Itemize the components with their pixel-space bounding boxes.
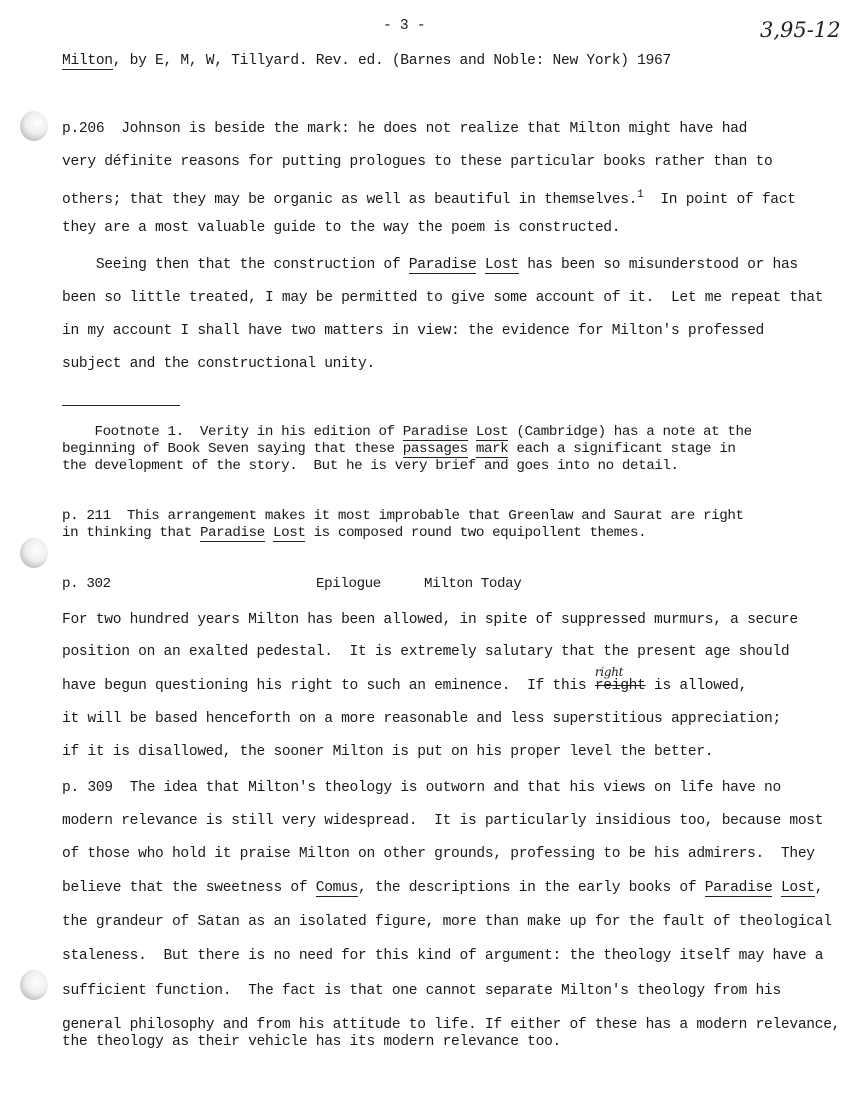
text-line: p. 211 This arrangement makes it most improbable that Greenlaw and Saurat are right bbox=[62, 508, 744, 524]
text-line bbox=[62, 524, 646, 542]
title-ref: Lost bbox=[272, 525, 306, 541]
footnote-line bbox=[62, 423, 752, 441]
text: others; that they may be organic as well as beautiful in themselves. bbox=[62, 191, 638, 208]
text-line: sufficient function. The fact is that one cannot separate Milton's theology from his bbox=[62, 983, 781, 999]
underlined-word: passages bbox=[402, 441, 468, 457]
text: Footnote 1. Verity in his edition of bbox=[62, 424, 403, 440]
deleted-text: reight bbox=[594, 678, 646, 694]
text-line: they are a most valuable guide to the way the poem is constructed. bbox=[62, 220, 621, 236]
text-line: very définite reasons for putting prologues to these particular books rather than to bbox=[62, 154, 773, 170]
text-line bbox=[62, 186, 796, 209]
title-ref: Paradise bbox=[408, 257, 477, 273]
citation-text: , by E, M, W, Tillyard. Rev. ed. (Barnes and Noble: New York) 1967 bbox=[112, 53, 671, 69]
text: , bbox=[814, 880, 824, 896]
space bbox=[468, 424, 476, 440]
title-ref: Paradise bbox=[704, 880, 773, 896]
text-line: subject and the constructional unity. bbox=[62, 356, 375, 372]
title-ref: Paradise bbox=[402, 424, 468, 440]
text-line: of those who hold it praise Milton on other grounds, professing to be his admirers. They bbox=[62, 846, 815, 862]
text: In point of fact bbox=[643, 191, 796, 208]
text: , the descriptions in the early books of bbox=[358, 880, 705, 896]
text: has been so misunderstood or has bbox=[518, 257, 798, 273]
text: Seeing then that the construction of bbox=[62, 257, 409, 273]
text-line: modern relevance is still very widespread. It is particularly insidious too, because most bbox=[62, 813, 824, 829]
footnote-line bbox=[62, 440, 736, 458]
punch-hole bbox=[20, 111, 48, 141]
text-line: the theology as their vehicle has its modern relevance too. bbox=[62, 1034, 562, 1050]
citation-line bbox=[62, 52, 671, 70]
text-line: p.206 Johnson is beside the mark: he does not realize that Milton might have had bbox=[62, 121, 748, 137]
page-number: - 3 - bbox=[383, 18, 426, 34]
text-line: general philosophy and from his attitude to life. If either of these has a modern relevance, bbox=[62, 1017, 841, 1033]
footnote-rule bbox=[62, 405, 180, 406]
text: believe that the sweetness of bbox=[62, 880, 316, 896]
text-line: For two hundred years Milton has been allowed, in spite of suppressed murmurs, a secure bbox=[62, 612, 798, 628]
space bbox=[468, 441, 476, 457]
text-line: in my account I shall have two matters in view: the evidence for Milton's professed bbox=[62, 323, 764, 339]
text-line: position on an exalted pedestal. It is extremely salutary that the present age should bbox=[62, 644, 790, 660]
text-line: staleness. But there is no need for this kind of argument: the theology itself may have a bbox=[62, 948, 824, 964]
text-line: been so little treated, I may be permitted to give some account of it. Let me repeat that bbox=[62, 290, 824, 306]
text-line: if it is disallowed, the sooner Milton is put on his proper level the better. bbox=[62, 744, 714, 760]
text: have begun questioning his right to such an eminence. If this bbox=[62, 678, 595, 694]
space bbox=[476, 257, 484, 273]
section-heading: Epilogue bbox=[316, 576, 381, 592]
text: is composed round two equipollent themes. bbox=[305, 525, 647, 541]
space bbox=[772, 880, 780, 896]
space bbox=[265, 525, 273, 541]
text-line bbox=[62, 879, 823, 897]
title-ref: Lost bbox=[475, 424, 509, 440]
title-ref: Comus bbox=[315, 880, 359, 896]
title-ref: Lost bbox=[484, 257, 519, 273]
text: each a significant stage in bbox=[508, 441, 736, 457]
text: beginning of Book Seven saying that these bbox=[62, 441, 403, 457]
text-line bbox=[62, 665, 748, 695]
punch-hole bbox=[20, 970, 48, 1000]
title-ref: Paradise bbox=[199, 525, 265, 541]
underlined-word: mark bbox=[475, 441, 509, 457]
section-page: p. 302 bbox=[62, 576, 111, 592]
punch-hole bbox=[20, 538, 48, 568]
title-ref: Lost bbox=[780, 880, 815, 896]
section-subheading: Milton Today bbox=[424, 576, 522, 592]
footnote-ref: 1 bbox=[637, 189, 644, 201]
text: (Cambridge) has a note at the bbox=[508, 424, 752, 440]
text: is allowed, bbox=[645, 678, 748, 694]
handwritten-insertion: right bbox=[594, 665, 624, 679]
text: in thinking that bbox=[62, 525, 200, 541]
book-title: Milton bbox=[62, 53, 113, 69]
text-line: p. 309 The idea that Milton's theology is outworn and that his views on life have no bbox=[62, 780, 781, 796]
struck-word bbox=[594, 665, 646, 694]
handwritten-code: 3,95-12 bbox=[760, 18, 841, 42]
footnote-line: the development of the story. But he is very brief and goes into no detail. bbox=[62, 458, 679, 474]
text-line: it will be based henceforth on a more reasonable and less superstitious appreciation; bbox=[62, 711, 781, 727]
text-line bbox=[62, 256, 798, 274]
text-line: the grandeur of Satan as an isolated figure, more than make up for the fault of theological bbox=[62, 914, 832, 930]
